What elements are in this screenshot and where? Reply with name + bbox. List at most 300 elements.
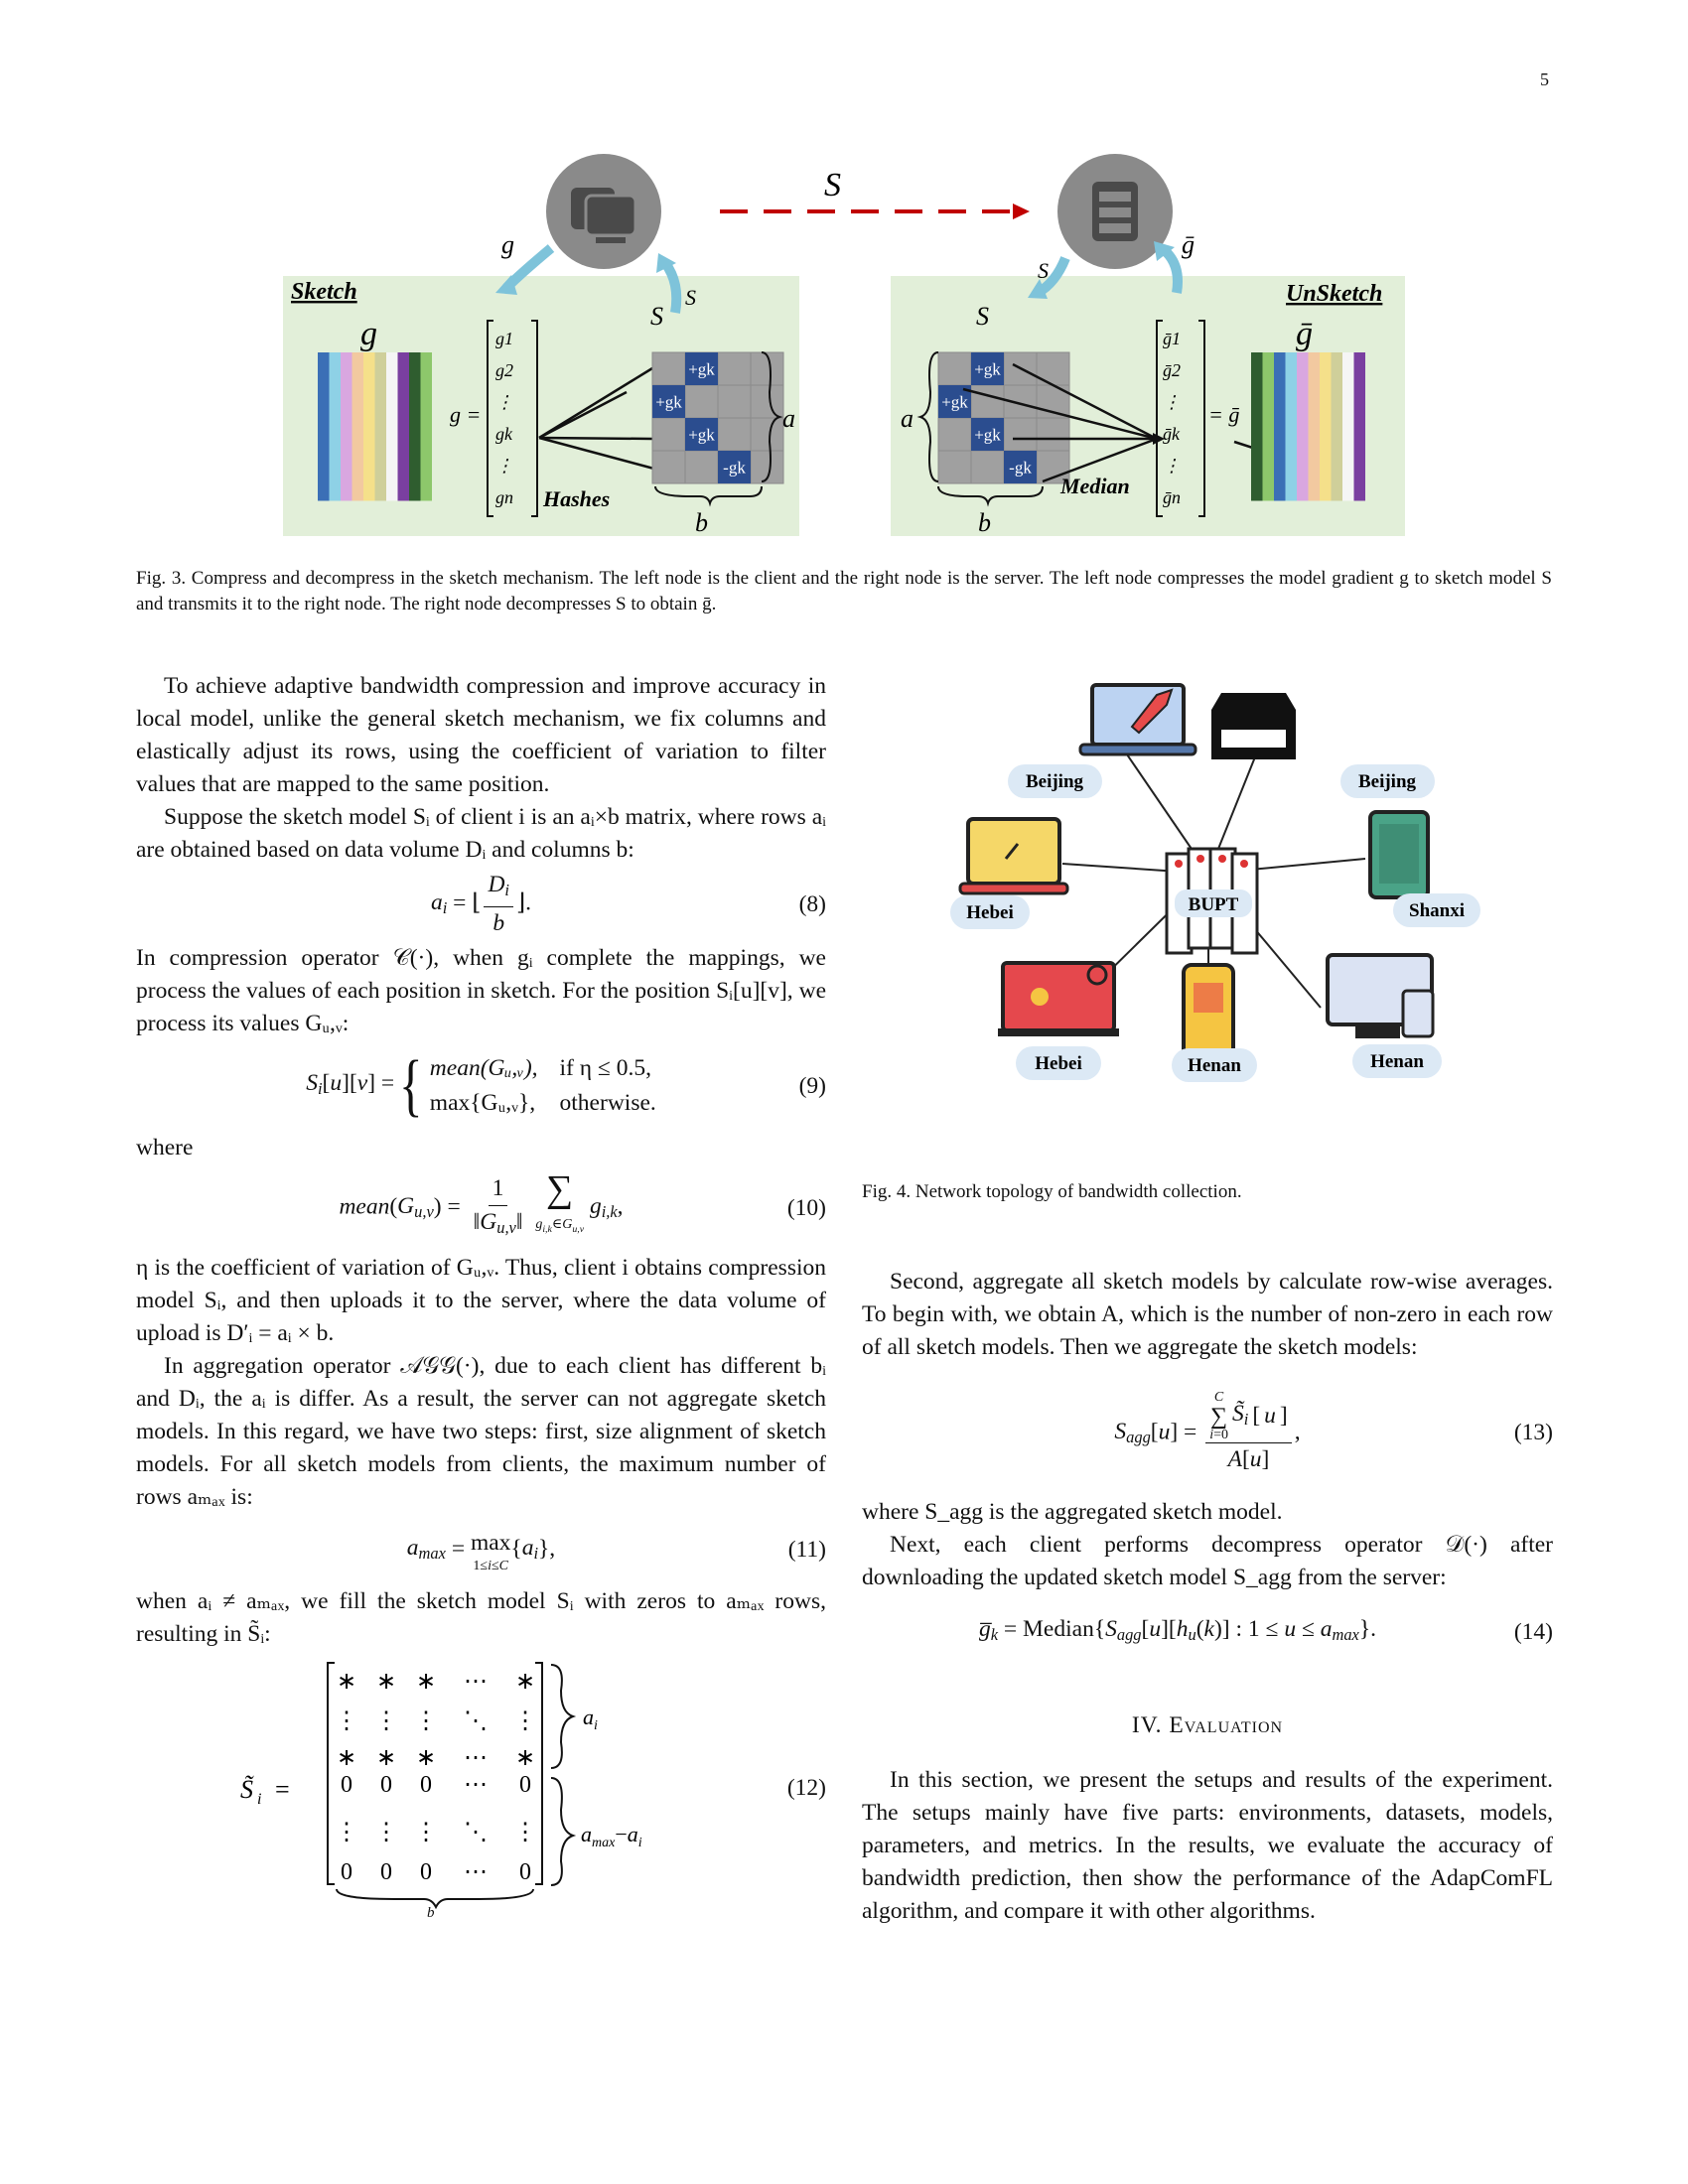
- svg-text:g =: g =: [450, 402, 482, 427]
- grid-cell: [386, 444, 398, 456]
- grid-cell: [1297, 352, 1309, 364]
- vector-entry: ḡ2: [1163, 360, 1181, 380]
- grid-cell: [1332, 433, 1343, 445]
- paragraph: where S_agg is the aggregated sketch model.: [862, 1499, 1283, 1525]
- grid-cell: [386, 398, 398, 410]
- svg-text:0: 0: [420, 1772, 432, 1798]
- grid-cell: [363, 456, 375, 468]
- svg-text:∗: ∗: [375, 1745, 397, 1771]
- grid-cell: [330, 364, 342, 376]
- grid-cell: [1320, 444, 1332, 456]
- grid-cell: [398, 456, 410, 468]
- sketch-cell: [938, 352, 971, 385]
- grid-cell: [341, 478, 352, 490]
- grid-cell: [1251, 352, 1263, 364]
- grid-cell: [375, 489, 387, 501]
- grid-cell: [421, 456, 433, 468]
- sketch-hash-value: +gk: [655, 392, 682, 412]
- grid-cell: [386, 467, 398, 478]
- grid-cell: [1286, 467, 1298, 478]
- grid-cell: [386, 375, 398, 387]
- grid-cell: [386, 433, 398, 445]
- grid-cell: [318, 421, 330, 433]
- grid-cell: [1263, 375, 1275, 387]
- grid-cell: [1320, 352, 1332, 364]
- paragraph: Suppose the sketch model Sᵢ of client i is an aᵢ×b matrix, where rows aᵢ are obtained based on data volume Dᵢ and columns b:: [136, 804, 826, 863]
- grid-cell: [375, 387, 387, 399]
- grid-cell: [363, 444, 375, 456]
- svg-text:0: 0: [380, 1859, 392, 1885]
- grid-cell: [409, 387, 421, 399]
- node-label: Henan: [1370, 1051, 1424, 1072]
- grid-cell: [409, 467, 421, 478]
- unsketch-title: UnSketch: [1286, 281, 1383, 307]
- svg-text:⋮: ⋮: [513, 1820, 537, 1845]
- grid-cell: [341, 456, 352, 468]
- grid-cell: [1320, 456, 1332, 468]
- paragraph: Second, aggregate all sketch models by calculate row-wise averages. To begin with, we obtain A, which is the number of non-zero in each row of all sketch models. Then we aggregate the sketch models:: [862, 1269, 1553, 1360]
- svg-text:∗: ∗: [514, 1669, 536, 1695]
- grid-cell: [363, 421, 375, 433]
- grid-cell: [1342, 467, 1354, 478]
- svg-text:0: 0: [380, 1772, 392, 1798]
- grid-cell: [341, 444, 352, 456]
- vector-entry: gk: [495, 424, 512, 444]
- sketch-cell: [685, 385, 718, 418]
- grid-cell: [1297, 467, 1309, 478]
- grid-cell: [1286, 444, 1298, 456]
- grid-cell: [330, 352, 342, 364]
- grid-cell: [1354, 364, 1366, 376]
- grid-cell: [1297, 421, 1309, 433]
- svg-text:S: S: [650, 302, 663, 331]
- grid-cell: [1274, 364, 1286, 376]
- grid-cell: [318, 364, 330, 376]
- svg-text:∗: ∗: [415, 1669, 437, 1695]
- grid-cell: [1354, 375, 1366, 387]
- grid-cell: [318, 375, 330, 387]
- grid-cell: [398, 421, 410, 433]
- node-label: Beijing: [1357, 771, 1417, 792]
- svg-text:ḡ: ḡ: [1182, 230, 1195, 259]
- grid-cell: [386, 489, 398, 501]
- grid-cell: [375, 467, 387, 478]
- grid-cell: [1286, 364, 1298, 376]
- grid-cell: [341, 489, 352, 501]
- sketch-matrix-left: [652, 352, 783, 483]
- sketch-cell: [751, 418, 783, 451]
- grid-cell: [1332, 467, 1343, 478]
- grid-cell: [318, 478, 330, 490]
- grid-cell: [1342, 398, 1354, 410]
- grid-cell: [1354, 456, 1366, 468]
- svg-text:= ḡ: = ḡ: [1208, 402, 1240, 427]
- svg-text:⋮: ⋮: [513, 1708, 537, 1734]
- svg-text:⋮: ⋮: [414, 1708, 438, 1734]
- grid-cell: [375, 375, 387, 387]
- grid-cell: [1332, 478, 1343, 490]
- grid-cell: [1286, 375, 1298, 387]
- iot-device-icon: [998, 963, 1119, 1036]
- grid-cell: [341, 364, 352, 376]
- grid-cell: [409, 444, 421, 456]
- grid-cell: [1320, 410, 1332, 422]
- grid-cell: [1320, 489, 1332, 501]
- vector-entry: g1: [495, 329, 513, 348]
- smartphone-icon: [1184, 965, 1233, 1062]
- svg-text:⋮: ⋮: [374, 1820, 398, 1845]
- grid-cell: [386, 387, 398, 399]
- svg-text:ai: $a_i$: [583, 1705, 598, 1733]
- grid-cell: [363, 433, 375, 445]
- grid-cell: [1274, 433, 1286, 445]
- grid-cell: [1309, 398, 1321, 410]
- grid-cell: [409, 352, 421, 364]
- sketch-hash-value: +gk: [688, 425, 715, 445]
- gradient-grid-right: [1251, 352, 1365, 501]
- paragraph: Next, each client performs decompress operator 𝒟(·) after downloading the updated sketch model S_agg from the server:: [862, 1532, 1553, 1590]
- grid-cell: [363, 364, 375, 376]
- grid-cell: [1274, 444, 1286, 456]
- svg-text:0: 0: [519, 1859, 531, 1885]
- sketch-cell: [1037, 418, 1069, 451]
- grid-cell: [1274, 421, 1286, 433]
- grid-cell: [1342, 375, 1354, 387]
- grid-cell: [363, 375, 375, 387]
- grid-cell: [1286, 456, 1298, 468]
- phone-icon: [1370, 812, 1428, 897]
- grid-cell: [318, 398, 330, 410]
- grid-cell: [1274, 489, 1286, 501]
- section-heading: IV. Evaluation: [1131, 1712, 1284, 1738]
- grid-cell: [1251, 387, 1263, 399]
- grid-cell: [318, 410, 330, 422]
- grid-cell: [398, 433, 410, 445]
- grid-cell: [1320, 398, 1332, 410]
- vector-entry: g2: [495, 360, 513, 380]
- laptop-icon: [1080, 685, 1196, 754]
- grid-cell: [341, 352, 352, 364]
- grid-cell: [1309, 421, 1321, 433]
- grid-cell: [375, 478, 387, 490]
- sketch-cell: [652, 418, 685, 451]
- svg-text:∗: ∗: [336, 1745, 357, 1771]
- grid-cell: [1309, 410, 1321, 422]
- grid-cell: [421, 444, 433, 456]
- grid-cell: [1274, 352, 1286, 364]
- grid-cell: [318, 387, 330, 399]
- grid-cell: [1332, 489, 1343, 501]
- grid-cell: [341, 375, 352, 387]
- grid-cell: [1354, 352, 1366, 364]
- grid-cell: [409, 456, 421, 468]
- grid-cell: [1309, 489, 1321, 501]
- svg-text:∗: ∗: [375, 1669, 397, 1695]
- grid-cell: [421, 478, 433, 490]
- paragraph: when aᵢ ≠ aₘₐₓ, we fill the sketch model Sᵢ with zeros to aₘₐₓ rows, resulting in S̃ᵢ:: [136, 1588, 826, 1647]
- svg-text:⋯: ⋯: [464, 1669, 488, 1695]
- grid-cell: [375, 352, 387, 364]
- grid-cell: [1297, 410, 1309, 422]
- grid-cell: [1251, 467, 1263, 478]
- sketch-hash-value: +gk: [974, 359, 1001, 379]
- node-label: Henan: [1188, 1055, 1241, 1076]
- grid-cell: [1354, 410, 1366, 422]
- grid-cell: [341, 387, 352, 399]
- grid-cell: [352, 364, 364, 376]
- grid-cell: [1320, 433, 1332, 445]
- paragraph: In compression operator 𝒞(·), when gᵢ complete the mappings, we process the values of each position in sketch. For the position Sᵢ[u][v], we process its values Gᵤ,ᵥ:: [136, 945, 826, 1036]
- grid-cell: [1297, 398, 1309, 410]
- sketch-hash-value: +gk: [941, 392, 968, 412]
- equation-11: $a_{max}$ = max 1≤i≤C $\{a_i\}$, (11): [406, 1529, 826, 1573]
- svg-text:0: 0: [420, 1859, 432, 1885]
- grid-cell: [341, 421, 352, 433]
- grid-cell: [363, 478, 375, 490]
- grid-cell: [1309, 467, 1321, 478]
- svg-text:∗: ∗: [514, 1745, 536, 1771]
- right-column: [862, 1266, 1553, 1928]
- page-number: 5: [1540, 69, 1549, 89]
- grid-cell: [330, 433, 342, 445]
- vector-entry: ḡ1: [1163, 329, 1181, 348]
- svg-text:g: g: [360, 316, 377, 352]
- grid-cell: [1320, 421, 1332, 433]
- grid-cell: [1251, 478, 1263, 490]
- vector-entry: ḡk: [1163, 424, 1180, 444]
- grid-cell: [409, 375, 421, 387]
- svg-text:S: S: [1038, 258, 1049, 283]
- grid-cell: [1263, 387, 1275, 399]
- grid-cell: [1263, 467, 1275, 478]
- grid-cell: [386, 364, 398, 376]
- grid-cell: [1297, 364, 1309, 376]
- grid-cell: [352, 410, 364, 422]
- grid-cell: [1342, 387, 1354, 399]
- grid-cell: [421, 398, 433, 410]
- grid-cell: [1286, 489, 1298, 501]
- grid-cell: [1342, 489, 1354, 501]
- grid-cell: [352, 433, 364, 445]
- grid-cell: [386, 478, 398, 490]
- grid-cell: [1309, 444, 1321, 456]
- sketch-title: Sketch: [291, 279, 357, 305]
- svg-text:=: =: [275, 1775, 290, 1804]
- sketch-cell: [685, 451, 718, 483]
- grid-cell: [409, 478, 421, 490]
- vector-entry: ⋮: [495, 456, 513, 476]
- grid-cell: [363, 387, 375, 399]
- grid-cell: [330, 489, 342, 501]
- grid-cell: [1263, 352, 1275, 364]
- svg-text:BUPT: BUPT: [1188, 894, 1239, 915]
- grid-cell: [1342, 478, 1354, 490]
- sketch-hash-value: +gk: [974, 425, 1001, 445]
- grid-cell: [1354, 387, 1366, 399]
- svg-text:⋯: ⋯: [464, 1772, 488, 1798]
- grid-cell: [1320, 364, 1332, 376]
- grid-cell: [363, 489, 375, 501]
- grid-cell: [352, 456, 364, 468]
- grid-cell: [398, 410, 410, 422]
- sketch-cell: [751, 385, 783, 418]
- equation-13: $S_{agg}[u]$ = C ∑ i=0 $S̃_i$ [ u ] A[u] , (13): [1114, 1389, 1553, 1472]
- grid-cell: [1320, 375, 1332, 387]
- grid-cell: [375, 444, 387, 456]
- grid-cell: [318, 489, 330, 501]
- grid-cell: [1297, 444, 1309, 456]
- grid-cell: [1332, 375, 1343, 387]
- grid-cell: [352, 387, 364, 399]
- grid-cell: [330, 444, 342, 456]
- grid-cell: [386, 352, 398, 364]
- grid-cell: [1251, 398, 1263, 410]
- svg-text:⋯: ⋯: [464, 1745, 488, 1771]
- grid-cell: [341, 398, 352, 410]
- grid-cell: [1297, 387, 1309, 399]
- node-label: Hebei: [1035, 1053, 1082, 1074]
- grid-cell: [330, 456, 342, 468]
- grid-cell: [409, 410, 421, 422]
- grid-cell: [1320, 387, 1332, 399]
- grid-cell: [421, 433, 433, 445]
- node-label: Beijing: [1025, 771, 1084, 792]
- grid-cell: [1332, 364, 1343, 376]
- grid-cell: [1309, 387, 1321, 399]
- grid-cell: [1297, 433, 1309, 445]
- grid-cell: [1354, 433, 1366, 445]
- grid-cell: [1309, 433, 1321, 445]
- grid-cell: [363, 398, 375, 410]
- grid-cell: [1342, 433, 1354, 445]
- grid-cell: [1251, 375, 1263, 387]
- vector-entry: gn: [495, 487, 513, 507]
- grid-cell: [1332, 387, 1343, 399]
- grid-cell: [330, 478, 342, 490]
- grid-cell: [1332, 456, 1343, 468]
- grid-cell: [409, 433, 421, 445]
- sketch-cell: [971, 385, 1004, 418]
- grid-cell: [375, 456, 387, 468]
- grid-cell: [1297, 489, 1309, 501]
- svg-text:⋮: ⋮: [335, 1708, 358, 1734]
- svg-text:∗: ∗: [415, 1745, 437, 1771]
- grid-cell: [1263, 421, 1275, 433]
- grid-cell: [1286, 352, 1298, 364]
- grid-cell: [1251, 433, 1263, 445]
- svg-text:g: g: [501, 230, 514, 259]
- equation-14: $g̅_k$ = $Median\{S_{agg}[u][h_u(k)]$ : $1 \le u \le a_{max}$}. (14): [978, 1616, 1553, 1645]
- grid-cell: [363, 352, 375, 364]
- grid-cell: [1354, 489, 1366, 501]
- grid-cell: [352, 444, 364, 456]
- equation-10: $mean(G_{u,v})$ = $\frac{1}{‖G_{u,v}‖}$ ∑ $g_{i,k}\in G_{u,v}$ $g_{i,k}$, (10): [339, 1168, 826, 1237]
- grid-cell: [1274, 410, 1286, 422]
- bupt-server-icon: [1167, 849, 1257, 953]
- grid-cell: [1274, 456, 1286, 468]
- grid-cell: [421, 467, 433, 478]
- svg-text:a: a: [782, 404, 795, 433]
- grid-cell: [398, 467, 410, 478]
- grid-cell: [375, 410, 387, 422]
- grid-cell: [330, 398, 342, 410]
- grid-cell: [1354, 467, 1366, 478]
- grid-cell: [1263, 364, 1275, 376]
- grid-cell: [352, 478, 364, 490]
- grid-cell: [375, 398, 387, 410]
- grid-cell: [1251, 444, 1263, 456]
- svg-text:⋮: ⋮: [414, 1820, 438, 1845]
- grid-cell: [1342, 456, 1354, 468]
- paragraph: η is the coefficient of variation of Gᵤ,ᵥ. Thus, client i obtains compression model Sᵢ, and then uploads it to the server, where the data volume of upload is D′ᵢ = aᵢ × b.: [136, 1255, 826, 1346]
- grid-cell: [1342, 444, 1354, 456]
- svg-text:S̃: S̃: [240, 1775, 253, 1804]
- svg-text:amax−ai: $a_{max}-a_i$: [581, 1822, 642, 1850]
- svg-text:⋱: ⋱: [464, 1820, 488, 1845]
- sketch-cell: [718, 352, 751, 385]
- grid-cell: [386, 410, 398, 422]
- grid-cell: [398, 387, 410, 399]
- grid-cell: [352, 467, 364, 478]
- figure-3-caption: Fig. 3. Compress and decompress in the sketch mechanism. The left node is the client and the right node is the server. The left node compresses the model gradient g to sketch model S and transmits it to the right node. The right node decompresses S to obtain ḡ.: [136, 568, 1552, 614]
- figure-4-caption: Fig. 4. Network topology of bandwidth collection.: [862, 1181, 1242, 1202]
- sketch-cell: [971, 451, 1004, 483]
- grid-cell: [1251, 489, 1263, 501]
- figure-3-sketch-diagram: [283, 154, 1405, 541]
- figure-4-network-topology: [918, 665, 1499, 1161]
- desktop-computer-icon: [1328, 955, 1433, 1038]
- grid-cell: [1320, 478, 1332, 490]
- grid-cell: [421, 364, 433, 376]
- svg-text:S: S: [976, 302, 989, 331]
- grid-cell: [386, 456, 398, 468]
- paragraph: To achieve adaptive bandwidth compression and improve accuracy in local model, unlike the general sketch mechanism, we fix columns and elastically adjust its rows, using the coefficient of variation to filter values that are mapped to the same position.: [136, 673, 826, 797]
- grid-cell: [1342, 421, 1354, 433]
- grid-cell: [1286, 387, 1298, 399]
- svg-text:⋱: ⋱: [464, 1708, 488, 1734]
- vector-entry: ⋮: [495, 392, 513, 412]
- grid-cell: [1263, 410, 1275, 422]
- grid-cell: [352, 352, 364, 364]
- grid-cell: [1263, 456, 1275, 468]
- grid-cell: [398, 489, 410, 501]
- grid-cell: [409, 489, 421, 501]
- grid-cell: [1332, 352, 1343, 364]
- grid-cell: [341, 433, 352, 445]
- svg-text:0: 0: [341, 1772, 352, 1798]
- grid-cell: [1251, 421, 1263, 433]
- grid-cell: [363, 467, 375, 478]
- svg-text:⋮: ⋮: [374, 1708, 398, 1734]
- svg-text:∗: ∗: [336, 1669, 357, 1695]
- grid-cell: [1297, 375, 1309, 387]
- sketch-cell: [938, 418, 971, 451]
- svg-text:⋯: ⋯: [464, 1859, 488, 1885]
- grid-cell: [318, 456, 330, 468]
- sketch-cell: [1004, 418, 1037, 451]
- grid-cell: [1320, 467, 1332, 478]
- grid-cell: [352, 375, 364, 387]
- grid-cell: [386, 421, 398, 433]
- sketch-hash-value: -gk: [723, 458, 746, 478]
- grid-cell: [1342, 364, 1354, 376]
- grid-cell: [352, 421, 364, 433]
- grid-cell: [421, 410, 433, 422]
- tablet-icon: [960, 819, 1067, 893]
- sketch-cell: [718, 418, 751, 451]
- grid-cell: [318, 433, 330, 445]
- paragraph: where: [136, 1135, 194, 1160]
